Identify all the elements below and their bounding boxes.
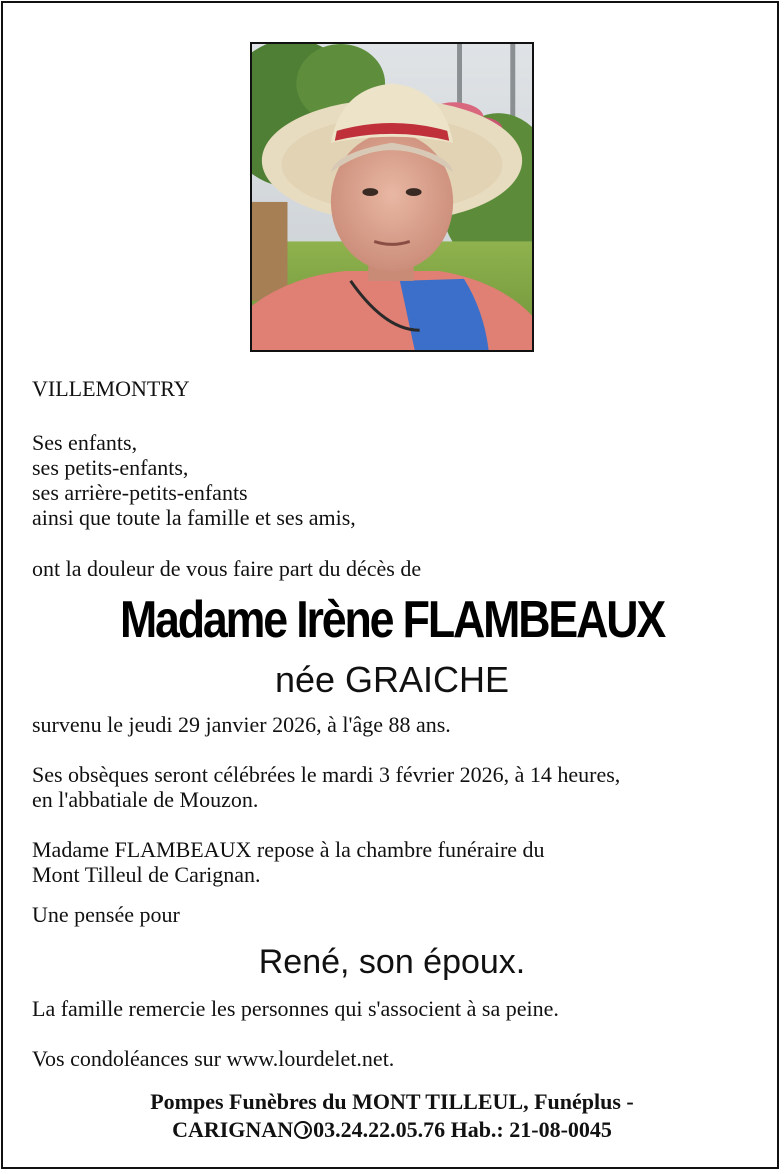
family-line-children: Ses enfants, <box>32 430 138 455</box>
portrait-photo <box>250 42 534 352</box>
announcement-text: ont la douleur de vous faire part du décès de <box>32 556 422 581</box>
rest-line-2: Mont Tilleul de Carignan. <box>32 862 261 887</box>
rest-line-1: Madame FLAMBEAUX repose à la chambre funéraire du <box>32 837 545 862</box>
funeral-home-line-2 <box>0 1116 784 1144</box>
family-line-family-friends: ainsi que toute la famille et ses amis, <box>32 505 356 530</box>
death-details: survenu le jeudi 29 janvier 2026, à l'âge 88 ans. <box>32 712 451 737</box>
location-label: VILLEMONTRY <box>32 376 190 401</box>
condolences-text: Vos condoléances sur www.lourdelet.net. <box>32 1046 395 1071</box>
maiden-name: née GRAICHE <box>274 659 510 700</box>
family-line-grandchildren: ses petits-enfants, <box>32 455 189 480</box>
thought-intro: Une pensée pour <box>32 902 180 927</box>
funeral-home-license: Hab.: 21-08-0045 <box>450 1117 612 1142</box>
thanks-text: La famille remercie les personnes qui s'associent à sa peine. <box>32 996 559 1021</box>
deceased-name: Madame Irène FLAMBEAUX <box>119 591 665 649</box>
funeral-line-2: en l'abbatiale de Mouzon. <box>32 787 259 812</box>
family-line-great-grandchildren: ses arrière-petits-enfants <box>32 480 248 505</box>
spouse-dedication: René, son époux. <box>258 943 526 981</box>
funeral-home-line-1: Pompes Funèbres du MONT TILLEUL, Funéplus - <box>150 1089 634 1114</box>
portrait-illustration <box>252 44 532 350</box>
phone-icon <box>294 1121 312 1139</box>
funeral-home-phone: 03.24.22.05.76 <box>313 1117 446 1142</box>
funeral-line-1: Ses obsèques seront célébrées le mardi 3 février 2026, à 14 heures, <box>32 762 621 787</box>
funeral-home-city: CARIGNAN <box>172 1117 294 1142</box>
